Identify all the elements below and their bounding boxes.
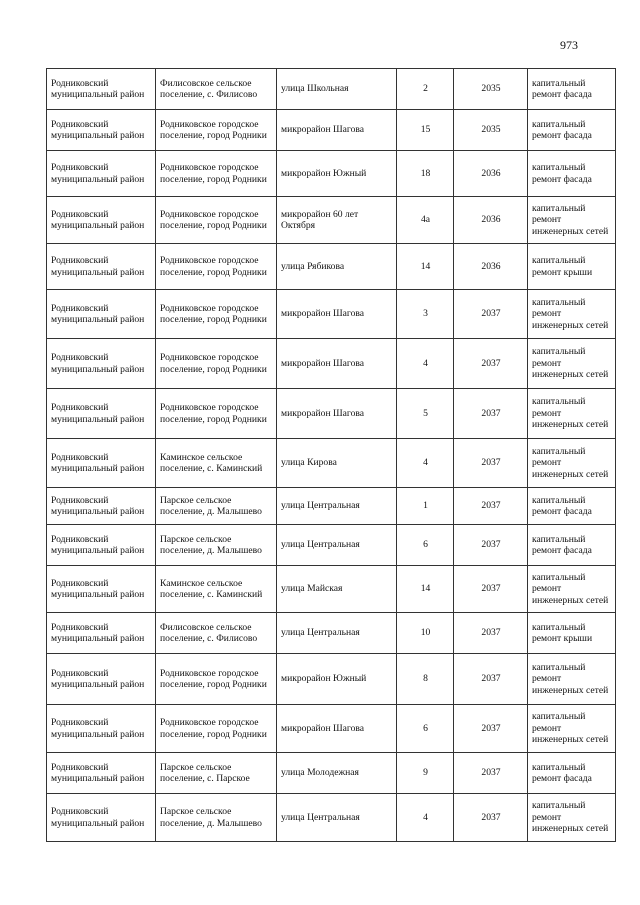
- district-cell: Родниковский муниципальный район: [47, 244, 156, 290]
- settlement-cell: Каминское сельское поселение, с. Каминский: [156, 439, 277, 488]
- house-number-cell: 1: [397, 488, 454, 525]
- work-type-cell: капитальный ремонт инженерных сетей: [528, 654, 616, 705]
- table-row: [47, 794, 616, 842]
- table-row: [47, 654, 616, 705]
- year-cell: 2036: [454, 151, 528, 197]
- year-cell: 2037: [454, 488, 528, 525]
- settlement-cell: Парское сельское поселение, д. Малышево: [156, 794, 277, 842]
- settlement-cell: Парское сельское поселение, д. Малышево: [156, 488, 277, 525]
- district-cell: Родниковский муниципальный район: [47, 151, 156, 197]
- work-type-cell: капитальный ремонт инженерных сетей: [528, 290, 616, 339]
- settlement-cell: Родниковское городское поселение, город Родники: [156, 244, 277, 290]
- work-type-cell: капитальный ремонт инженерных сетей: [528, 389, 616, 439]
- work-type-cell: капитальный ремонт фасада: [528, 488, 616, 525]
- table-row: [47, 244, 616, 290]
- district-cell: Родниковский муниципальный район: [47, 753, 156, 794]
- work-type-cell: капитальный ремонт инженерных сетей: [528, 566, 616, 613]
- street-cell: улица Рябикова: [277, 244, 397, 290]
- year-cell: 2035: [454, 110, 528, 151]
- table-row: [47, 753, 616, 794]
- house-number-cell: 14: [397, 244, 454, 290]
- house-number-cell: 2: [397, 69, 454, 110]
- settlement-cell: Филисовское сельское поселение, с. Филисово: [156, 69, 277, 110]
- house-number-cell: 4: [397, 794, 454, 842]
- house-number-cell: 4: [397, 439, 454, 488]
- work-type-cell: капитальный ремонт инженерных сетей: [528, 794, 616, 842]
- table-row: [47, 488, 616, 525]
- street-cell: улица Молодежная: [277, 753, 397, 794]
- work-type-cell: капитальный ремонт инженерных сетей: [528, 705, 616, 753]
- table-row: [47, 525, 616, 566]
- year-cell: 2036: [454, 244, 528, 290]
- table-row: [47, 566, 616, 613]
- table-row: [47, 110, 616, 151]
- district-cell: Родниковский муниципальный район: [47, 654, 156, 705]
- district-cell: Родниковский муниципальный район: [47, 794, 156, 842]
- street-cell: микрорайон Шагова: [277, 705, 397, 753]
- settlement-cell: Родниковское городское поселение, город Родники: [156, 290, 277, 339]
- settlement-cell: Родниковское городское поселение, город Родники: [156, 389, 277, 439]
- work-type-cell: капитальный ремонт крыши: [528, 244, 616, 290]
- year-cell: 2037: [454, 794, 528, 842]
- house-number-cell: 18: [397, 151, 454, 197]
- district-cell: Родниковский муниципальный район: [47, 290, 156, 339]
- settlement-cell: Родниковское городское поселение, город Родники: [156, 197, 277, 244]
- settlement-cell: Родниковское городское поселение, город Родники: [156, 339, 277, 389]
- house-number-cell: 6: [397, 525, 454, 566]
- house-number-cell: 4: [397, 339, 454, 389]
- work-type-cell: капитальный ремонт фасада: [528, 753, 616, 794]
- street-cell: улица Школьная: [277, 69, 397, 110]
- year-cell: 2037: [454, 654, 528, 705]
- district-cell: Родниковский муниципальный район: [47, 389, 156, 439]
- house-number-cell: 15: [397, 110, 454, 151]
- district-cell: Родниковский муниципальный район: [47, 339, 156, 389]
- table-row: [47, 705, 616, 753]
- street-cell: микрорайон Шагова: [277, 290, 397, 339]
- work-type-cell: капитальный ремонт инженерных сетей: [528, 339, 616, 389]
- settlement-cell: Родниковское городское поселение, город Родники: [156, 705, 277, 753]
- settlement-cell: Парское сельское поселение, д. Малышево: [156, 525, 277, 566]
- house-number-cell: 5: [397, 389, 454, 439]
- street-cell: улица Майская: [277, 566, 397, 613]
- table-row: [47, 613, 616, 654]
- settlement-cell: Родниковское городское поселение, город Родники: [156, 110, 277, 151]
- work-type-cell: капитальный ремонт фасада: [528, 151, 616, 197]
- year-cell: 2037: [454, 705, 528, 753]
- settlement-cell: Парское сельское поселение, с. Парское: [156, 753, 277, 794]
- street-cell: улица Центральная: [277, 525, 397, 566]
- house-number-cell: 4а: [397, 197, 454, 244]
- street-cell: улица Кирова: [277, 439, 397, 488]
- district-cell: Родниковский муниципальный район: [47, 525, 156, 566]
- year-cell: 2037: [454, 753, 528, 794]
- street-cell: улица Центральная: [277, 794, 397, 842]
- settlement-cell: Родниковское городское поселение, город Родники: [156, 654, 277, 705]
- year-cell: 2037: [454, 613, 528, 654]
- district-cell: Родниковский муниципальный район: [47, 439, 156, 488]
- street-cell: микрорайон 60 лет Октября: [277, 197, 397, 244]
- table-row: [47, 151, 616, 197]
- work-type-cell: капитальный ремонт инженерных сетей: [528, 197, 616, 244]
- year-cell: 2037: [454, 525, 528, 566]
- table-row: [47, 389, 616, 439]
- house-number-cell: 9: [397, 753, 454, 794]
- street-cell: микрорайон Южный: [277, 151, 397, 197]
- year-cell: 2037: [454, 566, 528, 613]
- district-cell: Родниковский муниципальный район: [47, 488, 156, 525]
- district-cell: Родниковский муниципальный район: [47, 197, 156, 244]
- work-type-cell: капитальный ремонт фасада: [528, 525, 616, 566]
- work-type-cell: капитальный ремонт крыши: [528, 613, 616, 654]
- year-cell: 2037: [454, 439, 528, 488]
- street-cell: микрорайон Шагова: [277, 339, 397, 389]
- year-cell: 2037: [454, 290, 528, 339]
- repair-schedule-table: [46, 68, 616, 842]
- district-cell: Родниковский муниципальный район: [47, 110, 156, 151]
- work-type-cell: капитальный ремонт фасада: [528, 69, 616, 110]
- district-cell: Родниковский муниципальный район: [47, 69, 156, 110]
- settlement-cell: Родниковское городское поселение, город Родники: [156, 151, 277, 197]
- house-number-cell: 3: [397, 290, 454, 339]
- street-cell: улица Центральная: [277, 613, 397, 654]
- table-row: [47, 439, 616, 488]
- year-cell: 2037: [454, 339, 528, 389]
- work-type-cell: капитальный ремонт инженерных сетей: [528, 439, 616, 488]
- street-cell: улица Центральная: [277, 488, 397, 525]
- settlement-cell: Филисовское сельское поселение, с. Филисово: [156, 613, 277, 654]
- year-cell: 2037: [454, 389, 528, 439]
- district-cell: Родниковский муниципальный район: [47, 566, 156, 613]
- house-number-cell: 10: [397, 613, 454, 654]
- table-row: [47, 290, 616, 339]
- page-number: 973: [560, 38, 578, 52]
- street-cell: микрорайон Южный: [277, 654, 397, 705]
- district-cell: Родниковский муниципальный район: [47, 705, 156, 753]
- table-row: [47, 197, 616, 244]
- house-number-cell: 8: [397, 654, 454, 705]
- street-cell: микрорайон Шагова: [277, 389, 397, 439]
- house-number-cell: 14: [397, 566, 454, 613]
- work-type-cell: капитальный ремонт фасада: [528, 110, 616, 151]
- district-cell: Родниковский муниципальный район: [47, 613, 156, 654]
- street-cell: микрорайон Шагова: [277, 110, 397, 151]
- house-number-cell: 6: [397, 705, 454, 753]
- year-cell: 2035: [454, 69, 528, 110]
- table-row: [47, 339, 616, 389]
- settlement-cell: Каминское сельское поселение, с. Каминский: [156, 566, 277, 613]
- year-cell: 2036: [454, 197, 528, 244]
- table-row: [47, 69, 616, 110]
